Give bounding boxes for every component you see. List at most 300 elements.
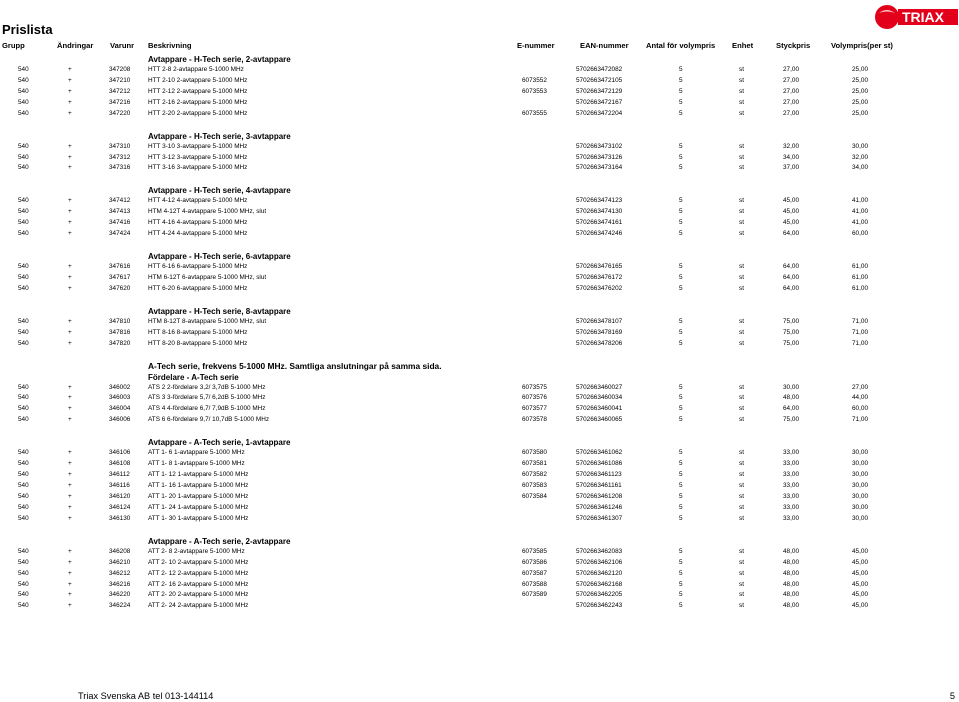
cell-beskrivning: ATT 1- 8 1-avtappare 5-1000 MHz [148,460,245,468]
cell-varunr: 346004 [109,405,131,413]
cell-styckpris: 48,00 [783,547,799,555]
cell-enhet: st [739,109,744,117]
cell-andringar: + [68,328,72,336]
cell-volympris: 45,00 [852,602,868,610]
cell-antal: 5 [679,394,683,402]
cell-varunr: 347208 [109,65,131,73]
cell-ean: 5702663462120 [576,569,623,577]
col-header-andringar: Ändringar [57,41,94,50]
cell-varunr: 347210 [109,76,131,84]
cell-ean: 5702663462168 [576,580,623,588]
cell-enhet: st [739,492,744,500]
cell-enhet: st [739,65,744,73]
cell-andringar: + [68,514,72,522]
section-heading-text: Avtappare - H-Tech serie, 6-avtappare [148,252,291,262]
cell-varunr: 347316 [109,164,131,172]
table-row [0,404,959,415]
cell-varunr: 346116 [109,482,130,489]
cell-varunr: 346212 [109,569,131,577]
cell-beskrivning: HTT 8-16 8-avtappare 5-1000 MHz [148,328,248,336]
cell-antal: 5 [679,569,683,577]
row-spacer [0,350,959,361]
cell-varunr: 347816 [109,328,131,336]
table-row [0,459,959,470]
cell-varunr: 347620 [109,284,131,292]
cell-antal: 5 [679,76,683,84]
cell-grupp: 540 [18,142,29,150]
cell-volympris: 30,00 [852,503,868,511]
cell-ean: 5702663462106 [576,558,623,566]
section-heading [0,131,959,142]
cell-varunr: 347810 [109,317,131,325]
col-header-beskrivning: Beskrivning [148,41,192,50]
cell-andringar: + [68,230,72,238]
cell-enummer: 6073580 [522,449,547,457]
row-spacer [0,240,959,251]
cell-volympris: 25,00 [852,65,868,73]
table-row [0,284,959,295]
cell-andringar: + [68,263,72,270]
cell-beskrivning: HTT 2-12 2-avtappare 5-1000 MHz [148,87,248,95]
cell-styckpris: 33,00 [783,460,799,468]
cell-beskrivning: ATT 2- 12 2-avtappare 5-1000 MHz [148,569,249,577]
cell-styckpris: 37,00 [783,164,799,172]
cell-andringar: + [68,405,72,413]
cell-styckpris: 33,00 [783,503,799,511]
cell-antal: 5 [679,263,683,270]
cell-styckpris: 48,00 [783,558,799,566]
cell-enummer: 6073583 [522,482,547,489]
cell-enhet: st [739,230,744,238]
cell-andringar: + [68,580,72,588]
cell-enummer: 6073587 [522,569,547,577]
table-row [0,448,959,459]
cell-enummer: 6073555 [522,109,547,117]
table-row [0,76,959,87]
cell-enhet: st [739,197,744,205]
cell-styckpris: 32,00 [783,142,799,150]
cell-antal: 5 [679,460,683,468]
cell-enhet: st [739,503,744,511]
cell-ean: 5702663476165 [576,263,623,270]
section-heading [0,306,959,317]
cell-ean: 5702663473126 [576,153,623,161]
cell-beskrivning: HTM 8-12T 8-avtappare 5-1000 MHz, slut [148,317,267,325]
cell-andringar: + [68,602,72,610]
cell-ean: 5702663473102 [576,142,623,150]
cell-beskrivning: ATS 3 3-fördelare 5,7/ 6,2dB 5-1000 MHz [148,394,266,402]
cell-volympris: 25,00 [852,98,868,106]
cell-beskrivning: ATT 2- 8 2-avtappare 5-1000 MHz [148,547,245,555]
cell-styckpris: 48,00 [783,569,799,577]
table-row [0,339,959,350]
cell-andringar: + [68,591,72,599]
cell-grupp: 540 [18,558,29,566]
cell-antal: 5 [679,558,683,566]
cell-volympris: 71,00 [852,339,868,347]
cell-grupp: 540 [18,449,29,457]
table-row [0,317,959,328]
row-spacer [0,295,959,306]
cell-andringar: + [68,569,72,577]
cell-andringar: + [68,482,72,489]
table-row [0,558,959,569]
cell-volympris: 30,00 [852,492,868,500]
cell-enhet: st [739,273,744,281]
cell-enhet: st [739,208,744,216]
cell-styckpris: 64,00 [783,230,799,238]
cell-styckpris: 64,00 [783,263,799,270]
cell-antal: 5 [679,153,683,161]
cell-varunr: 347820 [109,339,131,347]
cell-styckpris: 33,00 [783,471,799,479]
cell-ean: 5702663476172 [576,273,623,281]
cell-volympris: 71,00 [852,416,868,424]
table-row [0,470,959,481]
cell-beskrivning: ATT 2- 20 2-avtappare 5-1000 MHz [148,591,249,599]
cell-styckpris: 45,00 [783,219,799,227]
cell-andringar: + [68,460,72,468]
cell-ean: 5702663474161 [576,219,623,227]
cell-grupp: 540 [18,482,29,489]
cell-beskrivning: ATS 2 2-fördelare 3,2/ 3,7dB 5-1000 MHz [148,383,266,391]
table-row [0,218,959,229]
cell-grupp: 540 [18,284,29,292]
cell-beskrivning: HTT 3-12 3-avtappare 5-1000 MHz [148,153,248,161]
table-row [0,492,959,503]
cell-styckpris: 30,00 [783,383,799,391]
cell-varunr: 346224 [109,602,131,610]
table-row [0,569,959,580]
cell-ean: 5702663461246 [576,503,623,511]
cell-grupp: 540 [18,514,29,522]
cell-enhet: st [739,514,744,522]
cell-andringar: + [68,471,72,479]
cell-varunr: 346220 [109,591,131,599]
cell-grupp: 540 [18,153,29,161]
cell-grupp: 540 [18,580,29,588]
cell-grupp: 540 [18,339,29,347]
cell-varunr: 347216 [109,98,131,106]
cell-grupp: 540 [18,65,29,73]
cell-grupp: 540 [18,328,29,336]
row-spacer [0,174,959,185]
cell-varunr: 346210 [109,558,131,566]
section-heading [0,372,959,383]
cell-andringar: + [68,317,72,325]
cell-beskrivning: ATS 6 6-fördelare 9,7/ 10,7dB 5-1000 MHz [148,416,270,424]
cell-ean: 5702663460065 [576,416,623,424]
cell-ean: 5702663461161 [576,482,622,489]
table-row [0,229,959,240]
cell-grupp: 540 [18,98,29,106]
cell-grupp: 540 [18,591,29,599]
cell-antal: 5 [679,230,683,238]
cell-antal: 5 [679,328,683,336]
cell-andringar: + [68,98,72,106]
cell-antal: 5 [679,142,683,150]
col-header-antal: Antal för volympris [646,41,716,50]
cell-volympris: 30,00 [852,142,868,150]
cell-varunr: 347312 [109,153,131,161]
cell-volympris: 61,00 [852,263,868,270]
cell-beskrivning: HTT 6-20 6-avtappare 5-1000 MHz [148,284,248,292]
cell-enhet: st [739,263,744,270]
cell-enhet: st [739,449,744,457]
table-row [0,262,959,273]
cell-beskrivning: ATT 2- 24 2-avtappare 5-1000 MHz [148,602,249,610]
col-header-volympris: Volympris(per st) [831,41,893,50]
cell-volympris: 45,00 [852,591,868,599]
cell-antal: 5 [679,591,683,599]
cell-volympris: 30,00 [852,471,868,479]
table-row [0,481,959,492]
table-row [0,109,959,120]
cell-beskrivning: ATT 2- 10 2-avtappare 5-1000 MHz [148,558,249,566]
section-heading-text: Avtappare - H-Tech serie, 8-avtappare [148,306,291,316]
cell-volympris: 30,00 [852,449,868,457]
cell-enhet: st [739,591,744,599]
cell-ean: 5702663472204 [576,109,623,117]
cell-ean: 5702663461208 [576,492,623,500]
cell-andringar: + [68,449,72,457]
cell-andringar: + [68,394,72,402]
col-header-grupp: Grupp [2,41,25,50]
cell-beskrivning: HTT 2-10 2-avtappare 5-1000 MHz [148,76,248,84]
cell-styckpris: 64,00 [783,273,799,281]
cell-enummer: 6073588 [522,580,547,588]
cell-beskrivning: ATT 1- 16 1-avtappare 5-1000 MHz [148,482,249,489]
cell-antal: 5 [679,405,683,413]
table-row [0,153,959,164]
cell-varunr: 347212 [109,87,131,95]
cell-antal: 5 [679,273,683,281]
cell-antal: 5 [679,547,683,555]
cell-andringar: + [68,383,72,391]
section-heading-text: Avtappare - H-Tech serie, 2-avtappare [148,55,291,64]
table-row [0,580,959,591]
triax-logo [874,4,958,30]
cell-volympris: 34,00 [852,164,868,172]
table-row [0,328,959,339]
cell-beskrivning: ATT 1- 6 1-avtappare 5-1000 MHz [148,449,245,457]
cell-enummer: 6073577 [522,405,547,413]
cell-beskrivning: ATS 4 4-fördelare 6,7/ 7,9dB 5-1000 MHz [148,405,266,413]
table-row [0,142,959,153]
cell-antal: 5 [679,580,683,588]
cell-enhet: st [739,602,744,610]
table-row [0,601,959,612]
cell-varunr: 347220 [109,109,131,117]
cell-grupp: 540 [18,197,29,205]
cell-antal: 5 [679,602,683,610]
cell-styckpris: 64,00 [783,284,799,292]
cell-volympris: 41,00 [852,197,868,205]
cell-ean: 5702663472105 [576,76,623,84]
cell-enhet: st [739,164,744,172]
cell-ean: 5702663474246 [576,230,623,238]
cell-enhet: st [739,219,744,227]
cell-enhet: st [739,383,744,391]
cell-beskrivning: HTT 4-16 4-avtappare 5-1000 MHz [148,219,248,227]
cell-andringar: + [68,558,72,566]
cell-enhet: st [739,482,744,489]
cell-varunr: 346006 [109,416,131,424]
cell-beskrivning: HTT 8-20 8-avtappare 5-1000 MHz [148,339,248,347]
cell-enummer: 6073553 [522,87,547,95]
cell-ean: 5702663478206 [576,339,623,347]
cell-ean: 5702663461123 [576,471,622,479]
table-row [0,393,959,404]
cell-volympris: 27,00 [852,383,868,391]
cell-ean: 5702663474130 [576,208,623,216]
cell-varunr: 347616 [109,263,131,270]
cell-andringar: + [68,492,72,500]
cell-enummer: 6073586 [522,558,547,566]
cell-antal: 5 [679,208,683,216]
cell-styckpris: 45,00 [783,197,799,205]
cell-antal: 5 [679,284,683,292]
cell-enhet: st [739,98,744,106]
table-row [0,196,959,207]
cell-ean: 5702663461086 [576,460,623,468]
col-header-enhet: Enhet [732,41,754,50]
cell-beskrivning: ATT 1- 30 1-avtappare 5-1000 MHz [148,514,249,522]
cell-grupp: 540 [18,208,29,216]
cell-volympris: 60,00 [852,230,868,238]
cell-andringar: + [68,208,72,216]
cell-styckpris: 34,00 [783,153,799,161]
cell-volympris: 30,00 [852,514,868,522]
cell-ean: 5702663472129 [576,87,623,95]
col-header-styckpris: Styckpris [776,41,811,50]
cell-grupp: 540 [18,164,29,172]
cell-grupp: 540 [18,460,29,468]
cell-styckpris: 45,00 [783,208,799,216]
section-heading-text: Avtappare - H-Tech serie, 3-avtappare [148,131,291,141]
cell-antal: 5 [679,219,683,227]
cell-volympris: 32,00 [852,153,868,161]
cell-enhet: st [739,76,744,84]
section-heading [0,437,959,448]
cell-ean: 5702663478107 [576,317,623,325]
section-heading [0,54,959,65]
series-announcement-text: A-Tech serie, frekvens 5-1000 MHz. Samtliga anslutningar på samma sida. [148,360,442,371]
triax-logo-mark [874,4,958,30]
cell-enummer: 6073584 [522,492,547,500]
cell-enhet: st [739,317,744,325]
cell-varunr: 346112 [109,471,130,479]
series-announcement [0,361,959,372]
cell-antal: 5 [679,449,683,457]
cell-antal: 5 [679,339,683,347]
table-row [0,503,959,514]
cell-andringar: + [68,153,72,161]
cell-styckpris: 27,00 [783,109,799,117]
cell-andringar: + [68,65,72,73]
cell-beskrivning: ATT 2- 16 2-avtappare 5-1000 MHz [148,580,249,588]
cell-enummer: 6073581 [522,460,547,468]
cell-varunr: 346106 [109,449,131,457]
logo-text: TRIAX [902,9,944,25]
cell-volympris: 45,00 [852,547,868,555]
row-spacer [0,525,959,536]
cell-volympris: 61,00 [852,273,868,281]
cell-beskrivning: HTT 6-16 6-avtappare 5-1000 MHz [148,263,248,270]
cell-enhet: st [739,569,744,577]
cell-beskrivning: HTT 2-20 2-avtappare 5-1000 MHz [148,109,248,117]
cell-enhet: st [739,394,744,402]
cell-antal: 5 [679,317,683,325]
cell-beskrivning: HTM 4-12T 4-avtappare 5-1000 MHz, slut [148,208,267,216]
cell-ean: 5702663461307 [576,514,623,522]
table-row [0,590,959,601]
cell-volympris: 41,00 [852,219,868,227]
table-row [0,65,959,76]
cell-andringar: + [68,76,72,84]
cell-grupp: 540 [18,273,29,281]
cell-varunr: 347412 [109,197,131,205]
cell-grupp: 540 [18,492,29,500]
cell-grupp: 540 [18,547,29,555]
section-heading-text: Fördelare - A-Tech serie [148,372,239,382]
table-row [0,383,959,394]
table-row [0,273,959,284]
cell-varunr: 347416 [109,219,131,227]
cell-enhet: st [739,284,744,292]
cell-beskrivning: HTM 6-12T 6-avtappare 5-1000 MHz, slut [148,273,267,281]
cell-andringar: + [68,273,72,281]
page-title: Prislista [2,22,53,37]
cell-enhet: st [739,153,744,161]
table-row [0,514,959,525]
cell-grupp: 540 [18,569,29,577]
cell-grupp: 540 [18,416,29,424]
cell-beskrivning: ATT 1- 12 1-avtappare 5-1000 MHz [148,471,249,479]
cell-ean: 5702663461062 [576,449,623,457]
cell-grupp: 540 [18,383,29,391]
table-row [0,415,959,426]
cell-andringar: + [68,87,72,95]
row-spacer [0,120,959,131]
cell-styckpris: 33,00 [783,449,799,457]
cell-varunr: 346130 [109,514,131,522]
section-heading [0,536,959,547]
cell-enhet: st [739,328,744,336]
cell-varunr: 347310 [109,142,131,150]
cell-andringar: + [68,142,72,150]
cell-andringar: + [68,164,72,172]
cell-styckpris: 27,00 [783,98,799,106]
section-heading-text: Avtappare - H-Tech serie, 4-avtappare [148,186,291,196]
cell-beskrivning: HTT 2-16 2-avtappare 5-1000 MHz [148,98,248,106]
cell-ean: 5702663460034 [576,394,623,402]
cell-antal: 5 [679,492,683,500]
cell-ean: 5702663462243 [576,602,623,610]
cell-antal: 5 [679,98,683,106]
cell-enummer: 6073578 [522,416,547,424]
cell-enhet: st [739,558,744,566]
cell-andringar: + [68,547,72,555]
cell-beskrivning: HTT 3-10 3-avtappare 5-1000 MHz [148,142,248,150]
cell-grupp: 540 [18,503,29,511]
cell-antal: 5 [679,514,683,522]
cell-volympris: 44,00 [852,394,868,402]
cell-enhet: st [739,416,744,424]
cell-grupp: 540 [18,76,29,84]
cell-beskrivning: ATT 1- 20 1-avtappare 5-1000 MHz [148,492,249,500]
cell-antal: 5 [679,65,683,73]
